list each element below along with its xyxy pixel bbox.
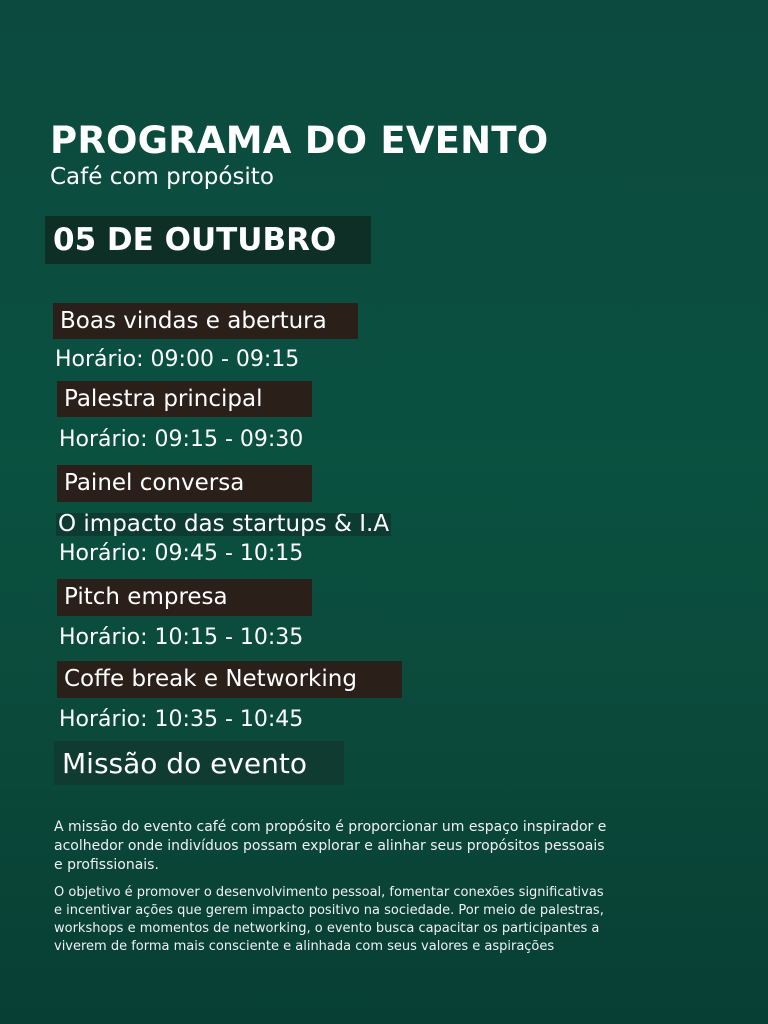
program-item-pitch-label: Pitch empresa bbox=[57, 579, 312, 616]
program-item-panel-time: Horário: 09:45 - 10:15 bbox=[59, 541, 304, 566]
program-item-keynote-label: Palestra principal bbox=[57, 381, 312, 417]
program-item-coffee-label: Coffe break e Networking bbox=[57, 661, 402, 698]
program-item-welcome-label: Boas vindas e abertura bbox=[53, 303, 358, 339]
program-item-panel-topic: O impacto das startups & I.A bbox=[58, 511, 390, 537]
program-item-coffee-time: Horário: 10:35 - 10:45 bbox=[59, 707, 304, 732]
event-date-badge: 05 DE OUTUBRO bbox=[45, 216, 371, 264]
program-item-welcome-time: Horário: 09:00 - 09:15 bbox=[55, 347, 300, 372]
page-title: PROGRAMA DO EVENTO bbox=[50, 119, 549, 162]
mission-paragraph-1: A missão do evento café com propósito é proporcionar um espaço inspirador e acolhedor onde indivíduos possam explorar e alinhar seus propósitos pessoais e profissionais. bbox=[54, 819, 607, 873]
program-item-pitch-time: Horário: 10:15 - 10:35 bbox=[59, 625, 304, 650]
event-subtitle: Café com propósito bbox=[50, 164, 274, 190]
program-item-panel-label: Painel conversa bbox=[57, 465, 312, 502]
program-item-keynote-time: Horário: 09:15 - 09:30 bbox=[59, 427, 304, 452]
mission-paragraph-2: O objetivo é promover o desenvolvimento pessoal, fomentar conexões significativas e incentivar ações que gerem impacto positivo na sociedade. Por meio de palestras, workshops e momentos de networking, o evento busca capacitar os participantes a viverem de forma mais consciente e alinhada com seus valores e aspirações bbox=[54, 885, 604, 954]
mission-title: Missão do evento bbox=[54, 741, 344, 785]
